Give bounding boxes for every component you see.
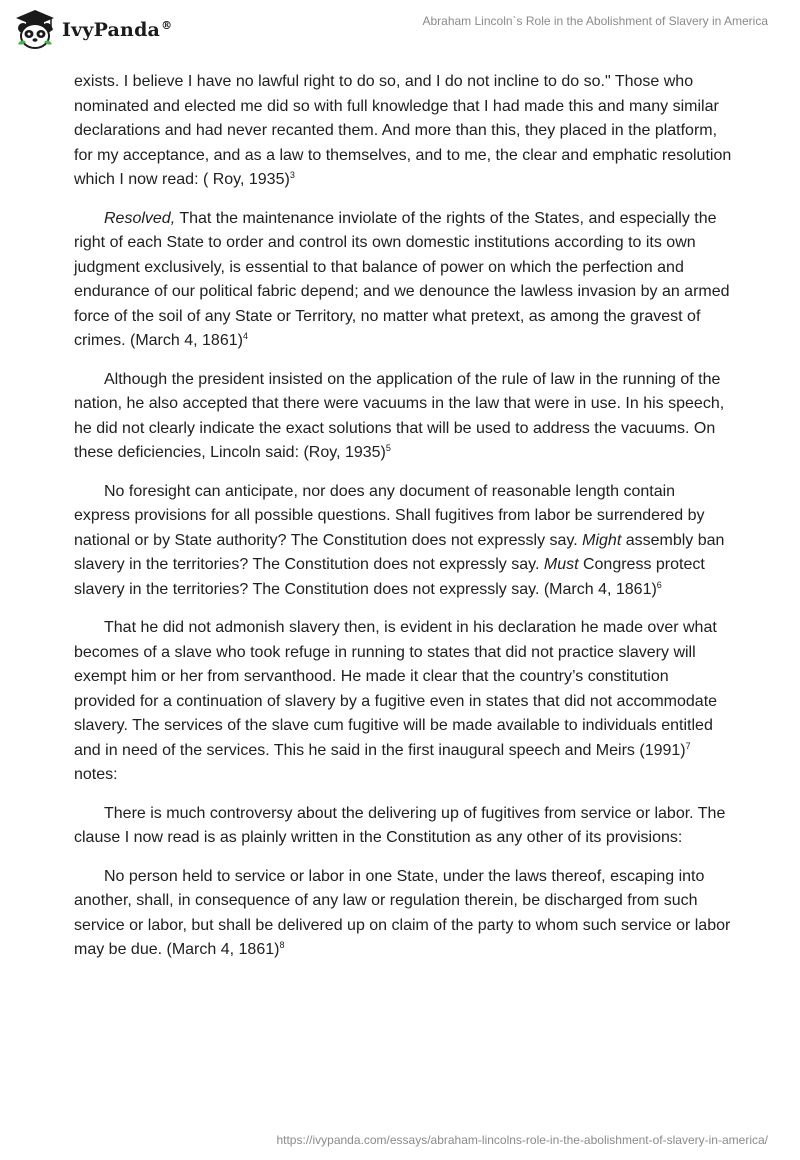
- quoted-paragraph: No foresight can anticipate, nor does any document of reasonable length contain express provisions for all possible questions. Shall fugitives from labor be surrendered by national or by State authority? The Constitution does not expressly say. Might assembly ban slavery in the territories? The Constitution does not expressly say. Must Congress protect slavery in the territories? The Constitution does not expressly say. (March 4, 1861)$^6$: [74, 482, 725, 598]
- paragraph: Although the president insisted on the application of the rule of law in the running of the nation, he also accepted that there were vacuums in the law that were in use. In his speech, he did not clearly indicate the exact solutions that will be used to address the vacuums. On these deficiencies, Lincoln said: (Roy, 1935)$^5$: [74, 370, 725, 461]
- footnote-marker: 5: [385, 443, 391, 453]
- footnote-marker: 4: [242, 331, 248, 341]
- logo-wordmark: IvyPanda®: [62, 19, 173, 41]
- footnote-marker: 6: [656, 579, 662, 590]
- page-header: [0, 0, 800, 60]
- footnote-marker: 3: [289, 170, 295, 180]
- document-body: [74, 70, 734, 977]
- footnote-marker: 7: [685, 740, 691, 751]
- quoted-paragraph: No person held to service or labor in one State, under the laws thereof, escaping into another, shall, in consequence of any law or regulation therein, be discharged from such service or labor, but shall be delivered up on claim of the party to whom such service or labor may be due. (March 4, 1861)$^8$: [74, 867, 731, 958]
- paragraph: That he did not admonish slavery then, is evident in his declaration he made over what becomes of a slave who took refuge in running to states that did not practice slavery will exempt him or her from servanthood. He made it clear that the country’s constitution provided for a continuation of slavery by a fugitive even in states that did not accommodate slavery. The services of the slave cum fugitive will be made available to individuals entitled and in need of the services. This he said in the first inaugural speech and Meirs $(1991)^7$ notes:: [74, 619, 718, 783]
- paragraph: exists. I believe I have no lawful right to do so, and I do not incline to do so." Those who nominated and elected me did so with full knowledge that I had made this and many similar declarations and had never recanted them. And more than this, they placed in the platform, for my acceptance, and as a law to themselves, and to me, the clear and emphatic resolution which I now read: ( Roy, 1935)$^3$: [74, 73, 732, 188]
- document-title: Abraham Lincoln`s Role in the Abolishment of Slavery in America: [422, 14, 768, 28]
- quoted-paragraph: Resolved, That the maintenance inviolate of the rights of the States, and especially the right of each State to order and control its own domestic institutions according to its own judgment exclusively, is essential to that balance of power on which the perfection and endurance of our political fabric depend; and we denounce the lawless invasion by an armed force of the soil of any State or Territory, no matter what pretext, as among the gravest of crimes. (March 4, 1861)$^4$: [74, 209, 730, 349]
- quoted-paragraph: There is much controversy about the delivering up of fugitives from service or labor. The clause I now read is as plainly written in the Constitution as any other of its provisions:: [74, 804, 726, 846]
- footnote-marker: 8: [279, 940, 285, 950]
- panda-graduate-icon: [14, 8, 56, 50]
- ivypanda-logo[interactable]: [14, 8, 172, 50]
- source-url-link[interactable]: https://ivypanda.com/essays/abraham-lincolns-role-in-the-abolishment-of-slavery-in-america/: [276, 1133, 768, 1147]
